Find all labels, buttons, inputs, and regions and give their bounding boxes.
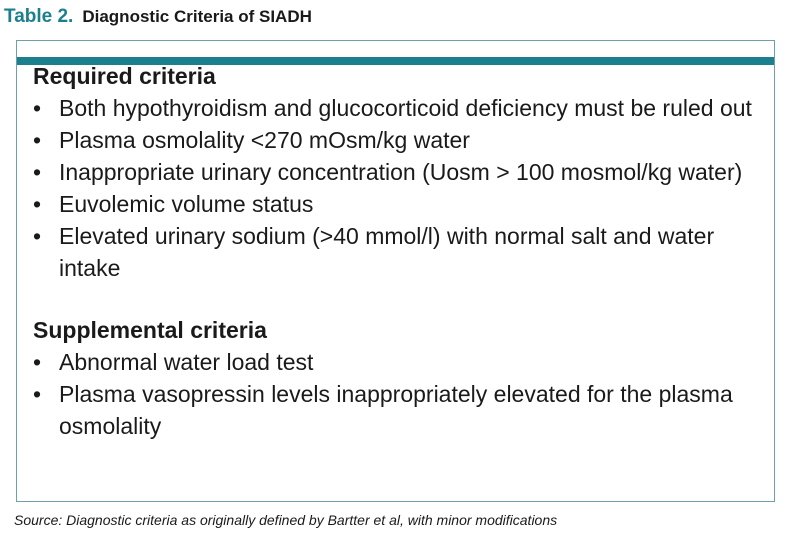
criterion-text: Plasma vasopressin levels inappropriately elevated for the plasma osmolality [59, 381, 733, 439]
criterion-text: Plasma osmolality <270 mOsm/kg water [59, 127, 470, 153]
criteria-table [16, 40, 775, 502]
section-heading-supplemental: Supplemental criteria [33, 317, 267, 343]
criterion-text: Elevated urinary sodium (>40 mmol/l) with normal salt and water intake [59, 223, 715, 281]
list-item [33, 220, 764, 284]
bullet-icon: • [33, 381, 42, 407]
criterion-text: Both hypothyroidism and glucocorticoid deficiency must be ruled out [59, 95, 752, 121]
list-item [33, 156, 764, 188]
list-item [33, 188, 764, 220]
table-title: Diagnostic Criteria of SIADH [82, 7, 312, 26]
criterion-text: Inappropriate urinary concentration (Uosm > 100 mosmol/kg water) [59, 159, 743, 185]
bullet-icon: • [33, 127, 42, 153]
supplemental-criteria-list [33, 346, 764, 442]
supplemental-criteria-section [33, 315, 764, 442]
list-item [33, 378, 764, 442]
bullet-icon: • [33, 223, 42, 249]
criterion-text: Euvolemic volume status [59, 191, 314, 217]
bullet-icon: • [33, 349, 42, 375]
required-criteria-list [33, 92, 764, 284]
table-number-label: Table 2. [4, 6, 74, 27]
source-note: Source: Diagnostic criteria as originally defined by Bartter et al, with minor modifications [14, 512, 558, 528]
bullet-icon: • [33, 95, 42, 121]
table-content [33, 61, 764, 442]
list-item [33, 92, 764, 124]
list-item [33, 124, 764, 156]
section-heading-required: Required criteria [33, 63, 216, 89]
criterion-text: Abnormal water load test [59, 349, 314, 375]
list-item [33, 346, 764, 378]
required-criteria-section [33, 61, 764, 284]
bullet-icon: • [33, 159, 42, 185]
table-caption [4, 6, 312, 32]
bullet-icon: • [33, 191, 42, 217]
